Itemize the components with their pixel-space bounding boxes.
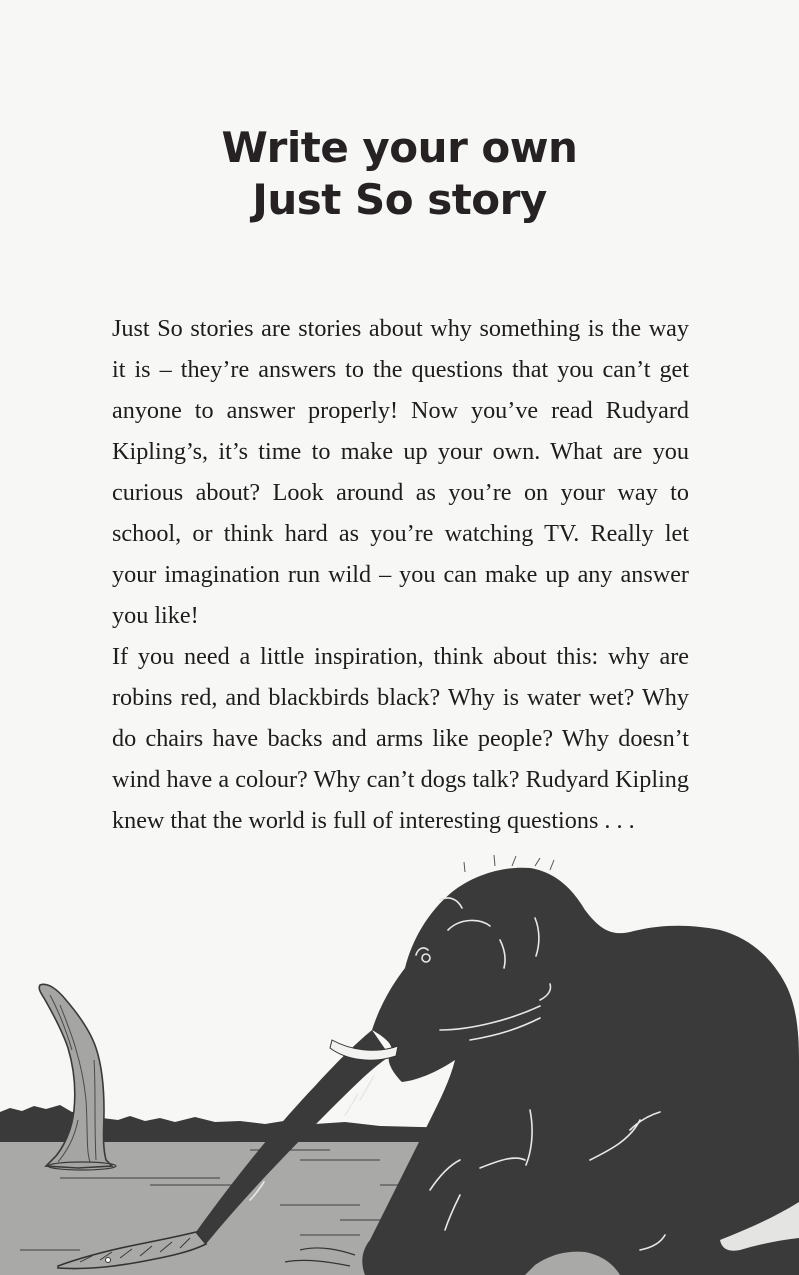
title-line-2: Just So story (252, 175, 547, 224)
body-text (112, 308, 689, 841)
elephant-body (362, 868, 799, 1275)
elephant-illustration (0, 840, 799, 1275)
paragraph-2: If you need a little inspiration, think about this: why are robins red, and blackbirds black? Why is water wet? Why do chairs have backs and arms like people? Why doesn’t wind have a colour? Why can’t dogs talk? Rudyard Kipling knew that the world is full of interesting questions . . . (112, 643, 689, 834)
paragraph-1: Just So stories are stories about why something is the way it is – they’re answers to the questions that you can’t get anyone to answer properly! Now you’ve read Rudyard Kipling’s, it’s time to make up your own. What are you curious about? Look around as you’re on your way to school, or think hard as you’re watching TV. Really let your imagination run wild – you can make up any answer you like! (112, 315, 689, 629)
title-line-1: Write your own (221, 123, 578, 172)
page-title (0, 122, 799, 226)
